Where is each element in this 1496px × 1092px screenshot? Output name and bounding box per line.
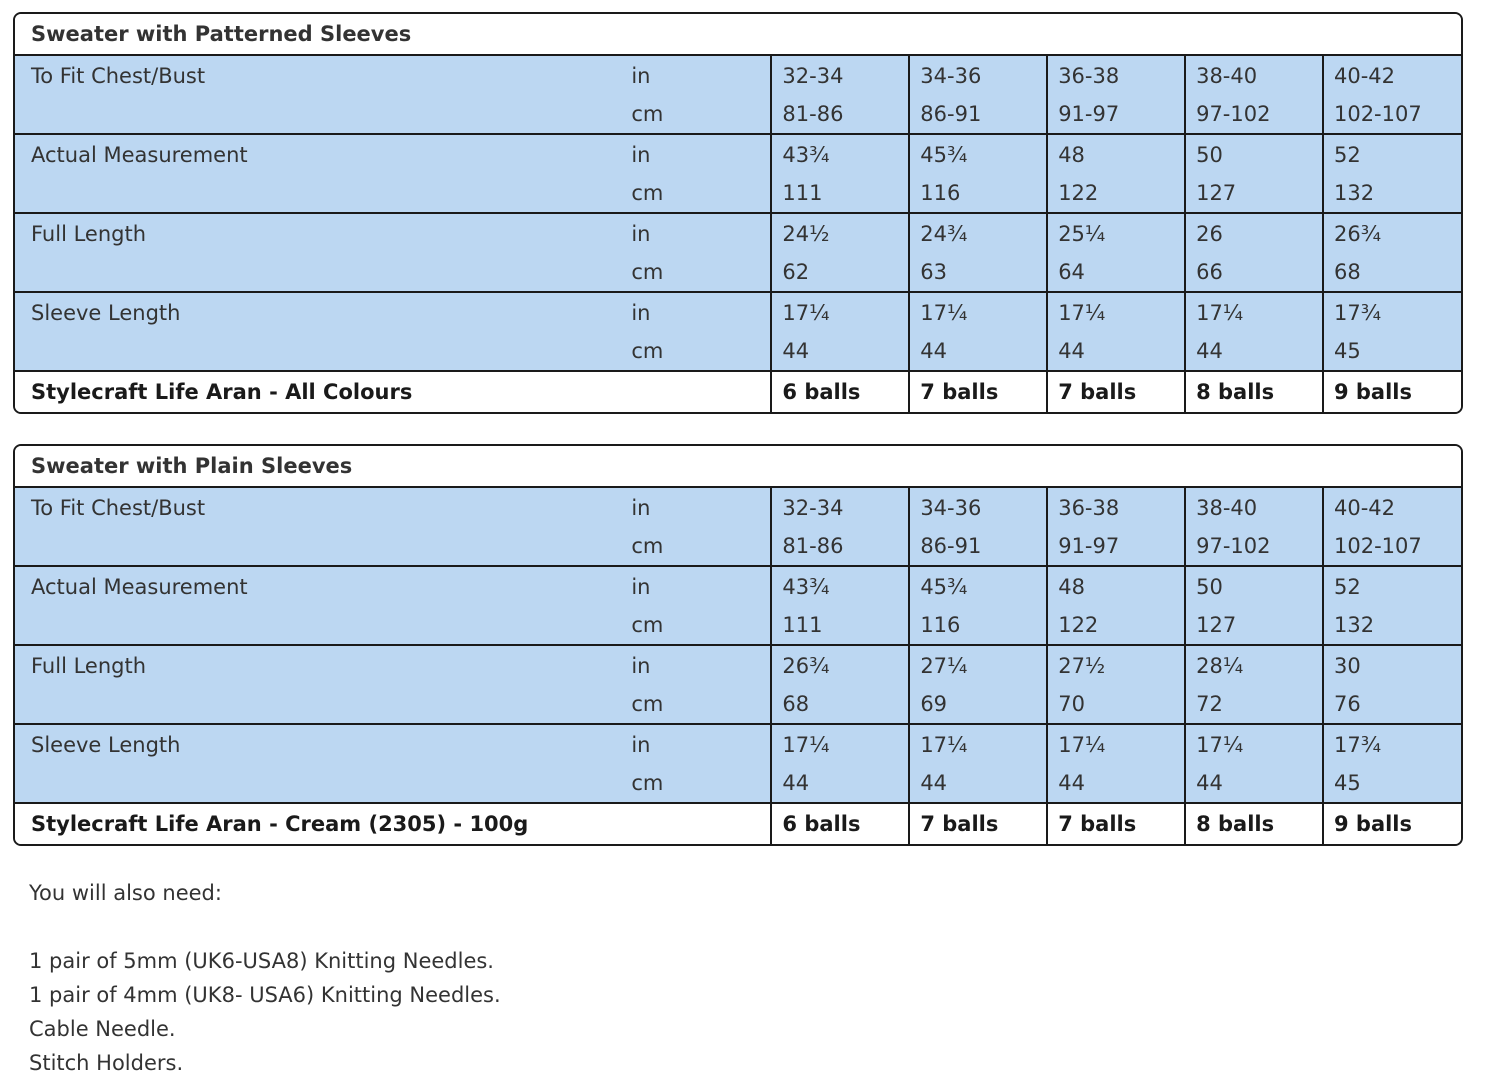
unit-label: cm xyxy=(631,534,664,558)
value-inches: 17¼ xyxy=(782,301,830,325)
value-cm: 102-107 xyxy=(1333,534,1422,558)
value-cm: 44 xyxy=(920,771,948,795)
materials-item: Stitch Holders. xyxy=(29,1051,184,1075)
size-value-cell xyxy=(909,724,1047,803)
size-value-cell xyxy=(1185,213,1323,292)
value-cm: 66 xyxy=(1196,260,1223,284)
size-value-cell xyxy=(909,134,1047,213)
size-value-cell xyxy=(1047,645,1185,724)
value-inches: 30 xyxy=(1333,654,1361,678)
table-title: Sweater with Plain Sleeves xyxy=(15,446,1461,487)
value-cm: 97-102 xyxy=(1196,102,1271,126)
size-value-cell xyxy=(1323,724,1461,803)
value-cm: 64 xyxy=(1058,260,1085,284)
size-value-cell xyxy=(771,55,909,134)
measurement-label: Full Length xyxy=(15,213,619,292)
size-value-cell xyxy=(909,292,1047,371)
value-inches: 27½ xyxy=(1058,654,1106,678)
size-value-cell xyxy=(1185,292,1323,371)
value-inches: 34-36 xyxy=(920,496,982,520)
value-cm: 81-86 xyxy=(782,102,844,126)
size-value-cell xyxy=(1047,134,1185,213)
unit-label: in xyxy=(631,301,651,325)
value-inches: 17¼ xyxy=(782,733,830,757)
value-cm: 44 xyxy=(1196,771,1223,795)
measurement-label: Actual Measurement xyxy=(15,566,619,645)
value-inches: 38-40 xyxy=(1196,64,1258,88)
unit-label: in xyxy=(631,143,651,167)
value-inches: 26¾ xyxy=(782,654,830,678)
yarn-balls: 9 balls xyxy=(1323,803,1461,844)
value-inches: 17¼ xyxy=(920,301,968,325)
table-row xyxy=(15,566,1461,645)
unit-label: cm xyxy=(631,339,664,363)
table-row xyxy=(15,724,1461,803)
size-value-cell xyxy=(1323,134,1461,213)
yarn-balls: 7 balls xyxy=(909,371,1047,412)
value-inches: 52 xyxy=(1333,143,1361,167)
unit-cell xyxy=(619,566,771,645)
unit-label: in xyxy=(631,64,651,88)
unit-label: in xyxy=(631,575,651,599)
value-cm: 44 xyxy=(1058,771,1085,795)
value-cm: 68 xyxy=(1333,260,1361,284)
yarn-balls: 7 balls xyxy=(1047,371,1185,412)
value-inches: 48 xyxy=(1058,575,1085,599)
size-value-cell xyxy=(1323,645,1461,724)
size-value-cell xyxy=(909,213,1047,292)
unit-cell xyxy=(619,724,771,803)
table-title: Sweater with Patterned Sleeves xyxy=(15,14,1461,55)
value-cm: 70 xyxy=(1058,692,1085,716)
value-cm: 44 xyxy=(920,339,948,363)
value-cm: 111 xyxy=(782,613,823,637)
yarn-row xyxy=(15,803,1461,844)
value-inches: 17¼ xyxy=(1196,733,1244,757)
table-row xyxy=(15,292,1461,371)
size-value-cell xyxy=(909,55,1047,134)
value-inches: 24¾ xyxy=(920,222,968,246)
unit-cell xyxy=(619,213,771,292)
value-cm: 132 xyxy=(1333,181,1375,205)
table-row xyxy=(15,213,1461,292)
unit-cell xyxy=(619,292,771,371)
value-inches: 17¼ xyxy=(1058,301,1106,325)
size-value-cell xyxy=(1047,213,1185,292)
value-inches: 48 xyxy=(1058,143,1085,167)
size-value-cell xyxy=(1185,724,1323,803)
table-title-row xyxy=(15,14,1461,55)
table-row xyxy=(15,487,1461,566)
yarn-balls: 6 balls xyxy=(771,803,909,844)
value-cm: 45 xyxy=(1333,339,1361,363)
value-cm: 116 xyxy=(920,181,961,205)
unit-label: cm xyxy=(631,260,664,284)
value-cm: 63 xyxy=(920,260,948,284)
size-value-cell xyxy=(1047,724,1185,803)
yarn-label: Stylecraft Life Aran - All Colours xyxy=(15,371,771,412)
value-cm: 122 xyxy=(1058,613,1099,637)
value-inches: 32-34 xyxy=(782,496,844,520)
size-value-cell xyxy=(909,566,1047,645)
value-inches: 17¼ xyxy=(920,733,968,757)
unit-label: in xyxy=(631,733,651,757)
materials-item: 1 pair of 4mm (UK8- USA6) Knitting Needles. xyxy=(29,983,501,1007)
unit-cell xyxy=(619,645,771,724)
measurement-label: Sleeve Length xyxy=(15,292,619,371)
value-cm: 81-86 xyxy=(782,534,844,558)
size-value-cell xyxy=(1047,487,1185,566)
materials-intro: You will also need: xyxy=(29,881,222,905)
value-inches: 17¼ xyxy=(1058,733,1106,757)
measurement-label: To Fit Chest/Bust xyxy=(15,487,619,566)
unit-label: cm xyxy=(631,181,664,205)
unit-label: in xyxy=(631,222,651,246)
value-cm: 132 xyxy=(1333,613,1375,637)
table-row xyxy=(15,645,1461,724)
unit-cell xyxy=(619,487,771,566)
yarn-balls: 8 balls xyxy=(1185,803,1323,844)
value-cm: 68 xyxy=(782,692,810,716)
measurement-label: Sleeve Length xyxy=(15,724,619,803)
size-value-cell xyxy=(1323,487,1461,566)
unit-label: cm xyxy=(631,771,664,795)
size-value-cell xyxy=(771,724,909,803)
size-value-cell xyxy=(771,645,909,724)
measurement-label: Actual Measurement xyxy=(15,134,619,213)
size-value-cell xyxy=(1323,292,1461,371)
value-inches: 50 xyxy=(1196,143,1223,167)
value-inches: 24½ xyxy=(782,222,830,246)
value-cm: 111 xyxy=(782,181,823,205)
value-inches: 34-36 xyxy=(920,64,982,88)
unit-label: cm xyxy=(631,102,664,126)
size-value-cell xyxy=(909,645,1047,724)
value-cm: 76 xyxy=(1333,692,1361,716)
value-inches: 50 xyxy=(1196,575,1223,599)
value-cm: 122 xyxy=(1058,181,1099,205)
size-table-plain-sleeves xyxy=(13,444,1463,846)
value-inches: 52 xyxy=(1333,575,1361,599)
value-cm: 45 xyxy=(1333,771,1361,795)
value-cm: 86-91 xyxy=(920,534,982,558)
measurement-label: Full Length xyxy=(15,645,619,724)
size-value-cell xyxy=(771,213,909,292)
materials-list xyxy=(29,876,501,1080)
unit-label: in xyxy=(631,496,651,520)
size-value-cell xyxy=(1185,55,1323,134)
measurement-label: To Fit Chest/Bust xyxy=(15,55,619,134)
value-inches: 32-34 xyxy=(782,64,844,88)
value-inches: 43¾ xyxy=(782,143,830,167)
value-cm: 102-107 xyxy=(1333,102,1422,126)
value-cm: 44 xyxy=(782,771,810,795)
yarn-balls: 7 balls xyxy=(1047,803,1185,844)
yarn-balls: 6 balls xyxy=(771,371,909,412)
value-inches: 25¼ xyxy=(1058,222,1106,246)
materials-item: 1 pair of 5mm (UK6-USA8) Knitting Needles. xyxy=(29,949,494,973)
value-cm: 44 xyxy=(1058,339,1085,363)
size-value-cell xyxy=(1185,645,1323,724)
value-cm: 44 xyxy=(782,339,810,363)
size-value-cell xyxy=(1047,566,1185,645)
size-value-cell xyxy=(771,134,909,213)
value-inches: 17¾ xyxy=(1333,301,1382,325)
yarn-balls: 8 balls xyxy=(1185,371,1323,412)
value-inches: 26¾ xyxy=(1333,222,1382,246)
unit-label: cm xyxy=(631,613,664,637)
size-table-patterned-sleeves xyxy=(13,12,1463,414)
value-inches: 45¾ xyxy=(920,143,968,167)
value-cm: 72 xyxy=(1196,692,1223,716)
table-row xyxy=(15,134,1461,213)
yarn-balls: 9 balls xyxy=(1323,371,1461,412)
unit-cell xyxy=(619,55,771,134)
size-value-cell xyxy=(1047,292,1185,371)
size-value-cell xyxy=(1185,487,1323,566)
value-cm: 116 xyxy=(920,613,961,637)
value-inches: 17¼ xyxy=(1196,301,1244,325)
value-inches: 36-38 xyxy=(1058,64,1120,88)
value-cm: 86-91 xyxy=(920,102,982,126)
value-inches: 27¼ xyxy=(920,654,968,678)
value-inches: 17¾ xyxy=(1333,733,1382,757)
table-title-row xyxy=(15,446,1461,487)
value-cm: 127 xyxy=(1196,181,1237,205)
value-inches: 36-38 xyxy=(1058,496,1120,520)
size-value-cell xyxy=(771,292,909,371)
value-inches: 45¾ xyxy=(920,575,968,599)
value-cm: 44 xyxy=(1196,339,1223,363)
yarn-label: Stylecraft Life Aran - Cream (2305) - 100g xyxy=(15,803,771,844)
size-value-cell xyxy=(1323,566,1461,645)
value-cm: 127 xyxy=(1196,613,1237,637)
size-value-cell xyxy=(1047,55,1185,134)
size-value-cell xyxy=(771,566,909,645)
unit-label: cm xyxy=(631,692,664,716)
size-value-cell xyxy=(771,487,909,566)
yarn-row xyxy=(15,371,1461,412)
value-cm: 91-97 xyxy=(1058,102,1120,126)
table-row xyxy=(15,55,1461,134)
size-value-cell xyxy=(1323,55,1461,134)
size-value-cell xyxy=(909,487,1047,566)
value-cm: 97-102 xyxy=(1196,534,1271,558)
size-value-cell xyxy=(1323,213,1461,292)
value-inches: 40-42 xyxy=(1333,496,1396,520)
value-cm: 91-97 xyxy=(1058,534,1120,558)
unit-cell xyxy=(619,134,771,213)
unit-label: in xyxy=(631,654,651,678)
yarn-balls: 7 balls xyxy=(909,803,1047,844)
value-inches: 38-40 xyxy=(1196,496,1258,520)
materials-item: Cable Needle. xyxy=(29,1017,176,1041)
value-inches: 43¾ xyxy=(782,575,830,599)
size-value-cell xyxy=(1185,566,1323,645)
value-inches: 28¼ xyxy=(1196,654,1244,678)
value-cm: 69 xyxy=(920,692,948,716)
value-inches: 26 xyxy=(1196,222,1223,246)
value-cm: 62 xyxy=(782,260,810,284)
size-value-cell xyxy=(1185,134,1323,213)
value-inches: 40-42 xyxy=(1333,64,1395,88)
